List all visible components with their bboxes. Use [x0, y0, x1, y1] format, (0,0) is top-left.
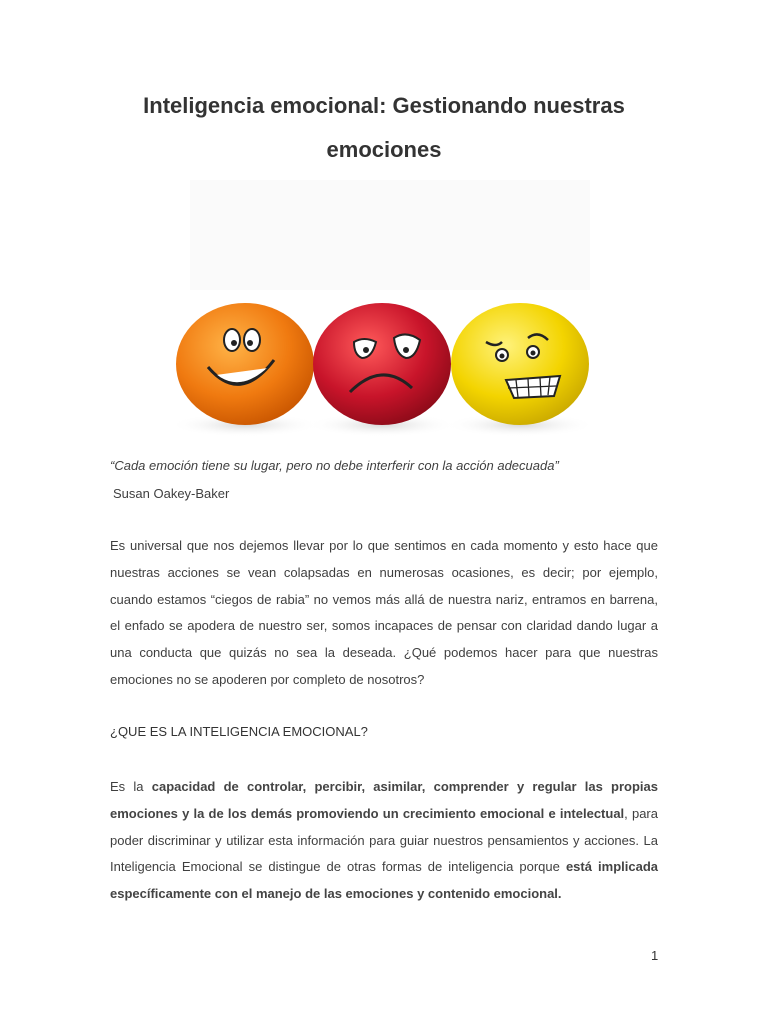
title-line-2: emociones	[326, 137, 442, 162]
happy-face-ball	[176, 303, 314, 425]
quote-text: “Cada emoción tiene su lugar, pero no debe interferir con la acción adecuada”	[110, 458, 559, 473]
title-line-1: Inteligencia emocional: Gestionando nuestras	[143, 93, 625, 118]
definition-part-3: , para poder discriminar y utilizar esta información para guiar nuestros pensamientos y acciones. La Inteligencia Emocional se distingue de otras formas de inteligencia porque	[110, 805, 658, 875]
page-number: 1	[651, 948, 659, 963]
document-title	[110, 84, 658, 172]
definition-part-1: Es la	[110, 779, 152, 794]
section-heading: ¿QUE ES LA INTELIGENCIA EMOCIONAL?	[110, 724, 368, 739]
definition-paragraph	[110, 774, 658, 908]
sad-face-ball	[313, 303, 451, 425]
intro-paragraph: Es universal que nos dejemos llevar por lo que sentimos en cada momento y esto hace que nuestras acciones se vean colapsadas en numerosas ocasiones, es decir; por ejemplo, cuando estamos “ciegos de rabia” no vemos más allá de nuestra nariz, entramos en barrena, el enfado se apodera de nuestro ser, somos incapaces de pensar con claridad dando lugar a una conducta que quizás no sea la deseada. ¿Qué podemos hacer para que nuestras emociones no se apoderen por completo de nosotros?	[110, 538, 658, 687]
definition-bold-1: capacidad de controlar, percibir, asimilar, comprender y regular las propias emociones y la de los demás promoviendo un crecimiento emocional e intelectual	[110, 779, 659, 821]
definition-bold-2: está implicada específicamente con el manejo de las emociones y contenido emocional.	[110, 859, 658, 902]
emotion-balls-illustration	[150, 180, 616, 448]
emotion-balls-image	[150, 180, 616, 448]
quote-author: Susan Oakey-Baker	[113, 486, 230, 501]
angry-face-ball	[451, 303, 589, 425]
